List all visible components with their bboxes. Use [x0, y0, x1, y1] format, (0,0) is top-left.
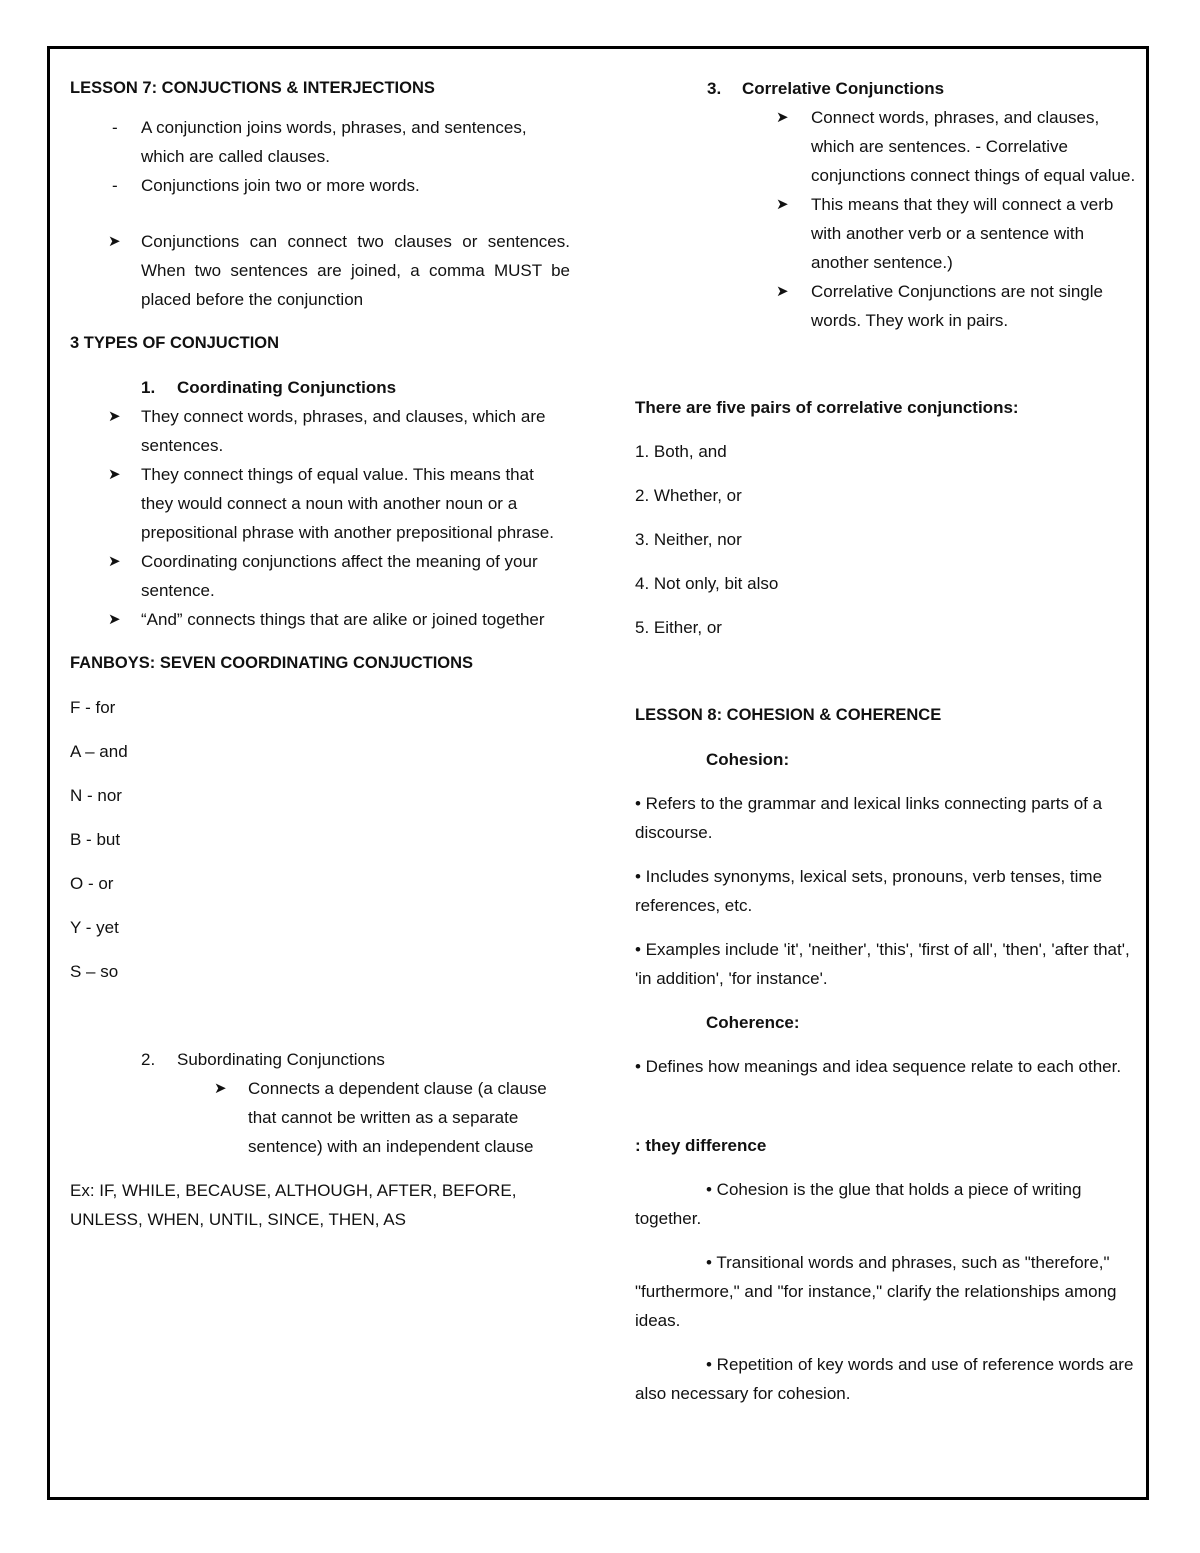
list-item	[70, 227, 570, 314]
list-item-text: “And” connects things that are alike or joined together	[141, 610, 545, 629]
list-item: O - or	[70, 874, 114, 893]
list-item: A – and	[70, 742, 128, 761]
lesson8-title: LESSON 8: COHESION & COHERENCE	[635, 706, 942, 724]
arrowhead-bullet-icon: ➤	[108, 466, 121, 483]
list-item-text: Conjunctions can connect two clauses or sentences. When two sentences are joined, a comma MUST be placed before the conjunction	[141, 232, 570, 309]
arrowhead-bullet-icon: ➤	[776, 196, 789, 213]
subordinating-heading	[70, 1045, 570, 1074]
paragraph: • Cohesion is the glue that holds a piece of writing together.	[635, 1180, 1082, 1228]
arrowhead-bullet-icon: ➤	[776, 283, 789, 300]
list-item: Y - yet	[70, 918, 119, 937]
coordinating-heading	[70, 373, 570, 402]
example-text: Ex: IF, WHILE, BECAUSE, ALTHOUGH, AFTER, BEFORE, UNLESS, WHEN, UNTIL, SINCE, THEN, AS	[70, 1181, 517, 1229]
arrowhead-bullet-icon: ➤	[776, 109, 789, 126]
arrowhead-bullet-icon: ➤	[108, 611, 121, 628]
paragraph: • Defines how meanings and idea sequence relate to each other.	[635, 1057, 1122, 1076]
list-item: N - nor	[70, 786, 122, 805]
section-title: Subordinating Conjunctions	[177, 1050, 385, 1069]
paragraph: • Refers to the grammar and lexical links connecting parts of a discourse.	[635, 794, 1103, 842]
paragraph: • Repetition of key words and use of reference words are also necessary for cohesion.	[635, 1355, 1134, 1403]
list-item: 4. Not only, bit also	[635, 574, 779, 593]
list-item	[70, 460, 570, 547]
fanboys-list	[70, 693, 570, 986]
right-column	[635, 74, 1140, 1408]
fanboys-title: FANBOYS: SEVEN COORDINATING CONJUCTIONS	[70, 654, 474, 672]
left-column	[70, 74, 570, 1234]
coherence-title: Coherence:	[706, 1013, 800, 1032]
paragraph: • Examples include 'it', 'neither', 'this', 'first of all', 'then', 'after that', 'in addition', 'for instance'.	[635, 940, 1130, 988]
list-item	[70, 402, 570, 460]
section-number: 3.	[707, 79, 722, 98]
section-number: 1.	[141, 378, 156, 397]
list-item-text: Coordinating conjunctions affect the meaning of your sentence.	[141, 552, 538, 600]
types-title: 3 TYPES OF CONJUCTION	[70, 334, 280, 352]
correlative-points	[635, 103, 1140, 335]
list-item: 5. Either, or	[635, 618, 722, 637]
list-item: B - but	[70, 830, 121, 849]
list-item	[635, 190, 1140, 277]
intro-dash-list	[70, 113, 570, 200]
list-item	[70, 547, 570, 605]
list-item: F - for	[70, 698, 116, 717]
correlative-heading	[635, 74, 1140, 103]
list-item: - A conjunction joins words, phrases, and sentences, which are called clauses.	[70, 113, 570, 171]
section-title: Correlative Conjunctions	[742, 79, 945, 98]
list-item-text: They connect things of equal value. This means that they would connect a noun with another noun or a prepositional phrase with another prepositional phrase.	[141, 465, 554, 542]
list-item	[70, 1074, 570, 1161]
paragraph: • Transitional words and phrases, such as "therefore," "furthermore," and "for instance," clarify the relationships among ideas.	[635, 1253, 1117, 1330]
pairs-list	[635, 437, 1140, 642]
section-title: Coordinating Conjunctions	[177, 378, 397, 397]
list-item	[635, 103, 1140, 190]
cohesion-title: Cohesion:	[706, 750, 790, 769]
arrowhead-bullet-icon: ➤	[108, 233, 121, 250]
coordinating-points	[70, 402, 570, 634]
list-item: 3. Neither, nor	[635, 530, 742, 549]
list-item: 2. Whether, or	[635, 486, 742, 505]
arrowhead-bullet-icon: ➤	[108, 408, 121, 425]
intro-arrow-list	[70, 227, 570, 314]
list-item: 1. Both, and	[635, 442, 727, 461]
list-item-text: Correlative Conjunctions are not single words. They work in pairs.	[811, 282, 1103, 330]
list-item-text: This means that they will connect a verb with another verb or a sentence with another sentence.)	[811, 195, 1114, 272]
list-item: - Conjunctions join two or more words.	[70, 171, 570, 200]
pairs-title: There are five pairs of correlative conjunctions:	[635, 398, 1019, 417]
section-number: 2.	[141, 1050, 156, 1069]
subordinating-points	[70, 1074, 570, 1161]
list-item-text: Connects a dependent clause (a clause that cannot be written as a separate sentence) with an independent clause	[248, 1079, 547, 1156]
paragraph: • Includes synonyms, lexical sets, pronouns, verb tenses, time references, etc.	[635, 867, 1103, 915]
list-item: S – so	[70, 962, 119, 981]
arrowhead-bullet-icon: ➤	[108, 553, 121, 570]
list-item	[70, 605, 570, 634]
difference-title: : they difference	[635, 1136, 767, 1155]
list-item-text: Connect words, phrases, and clauses, which are sentences. - Correlative conjunctions connect things of equal value.	[811, 108, 1136, 185]
list-item-text: They connect words, phrases, and clauses, which are sentences.	[141, 407, 546, 455]
lesson7-title: LESSON 7: CONJUCTIONS & INTERJECTIONS	[70, 79, 435, 97]
arrowhead-bullet-icon: ➤	[214, 1080, 227, 1097]
list-item	[635, 277, 1140, 335]
